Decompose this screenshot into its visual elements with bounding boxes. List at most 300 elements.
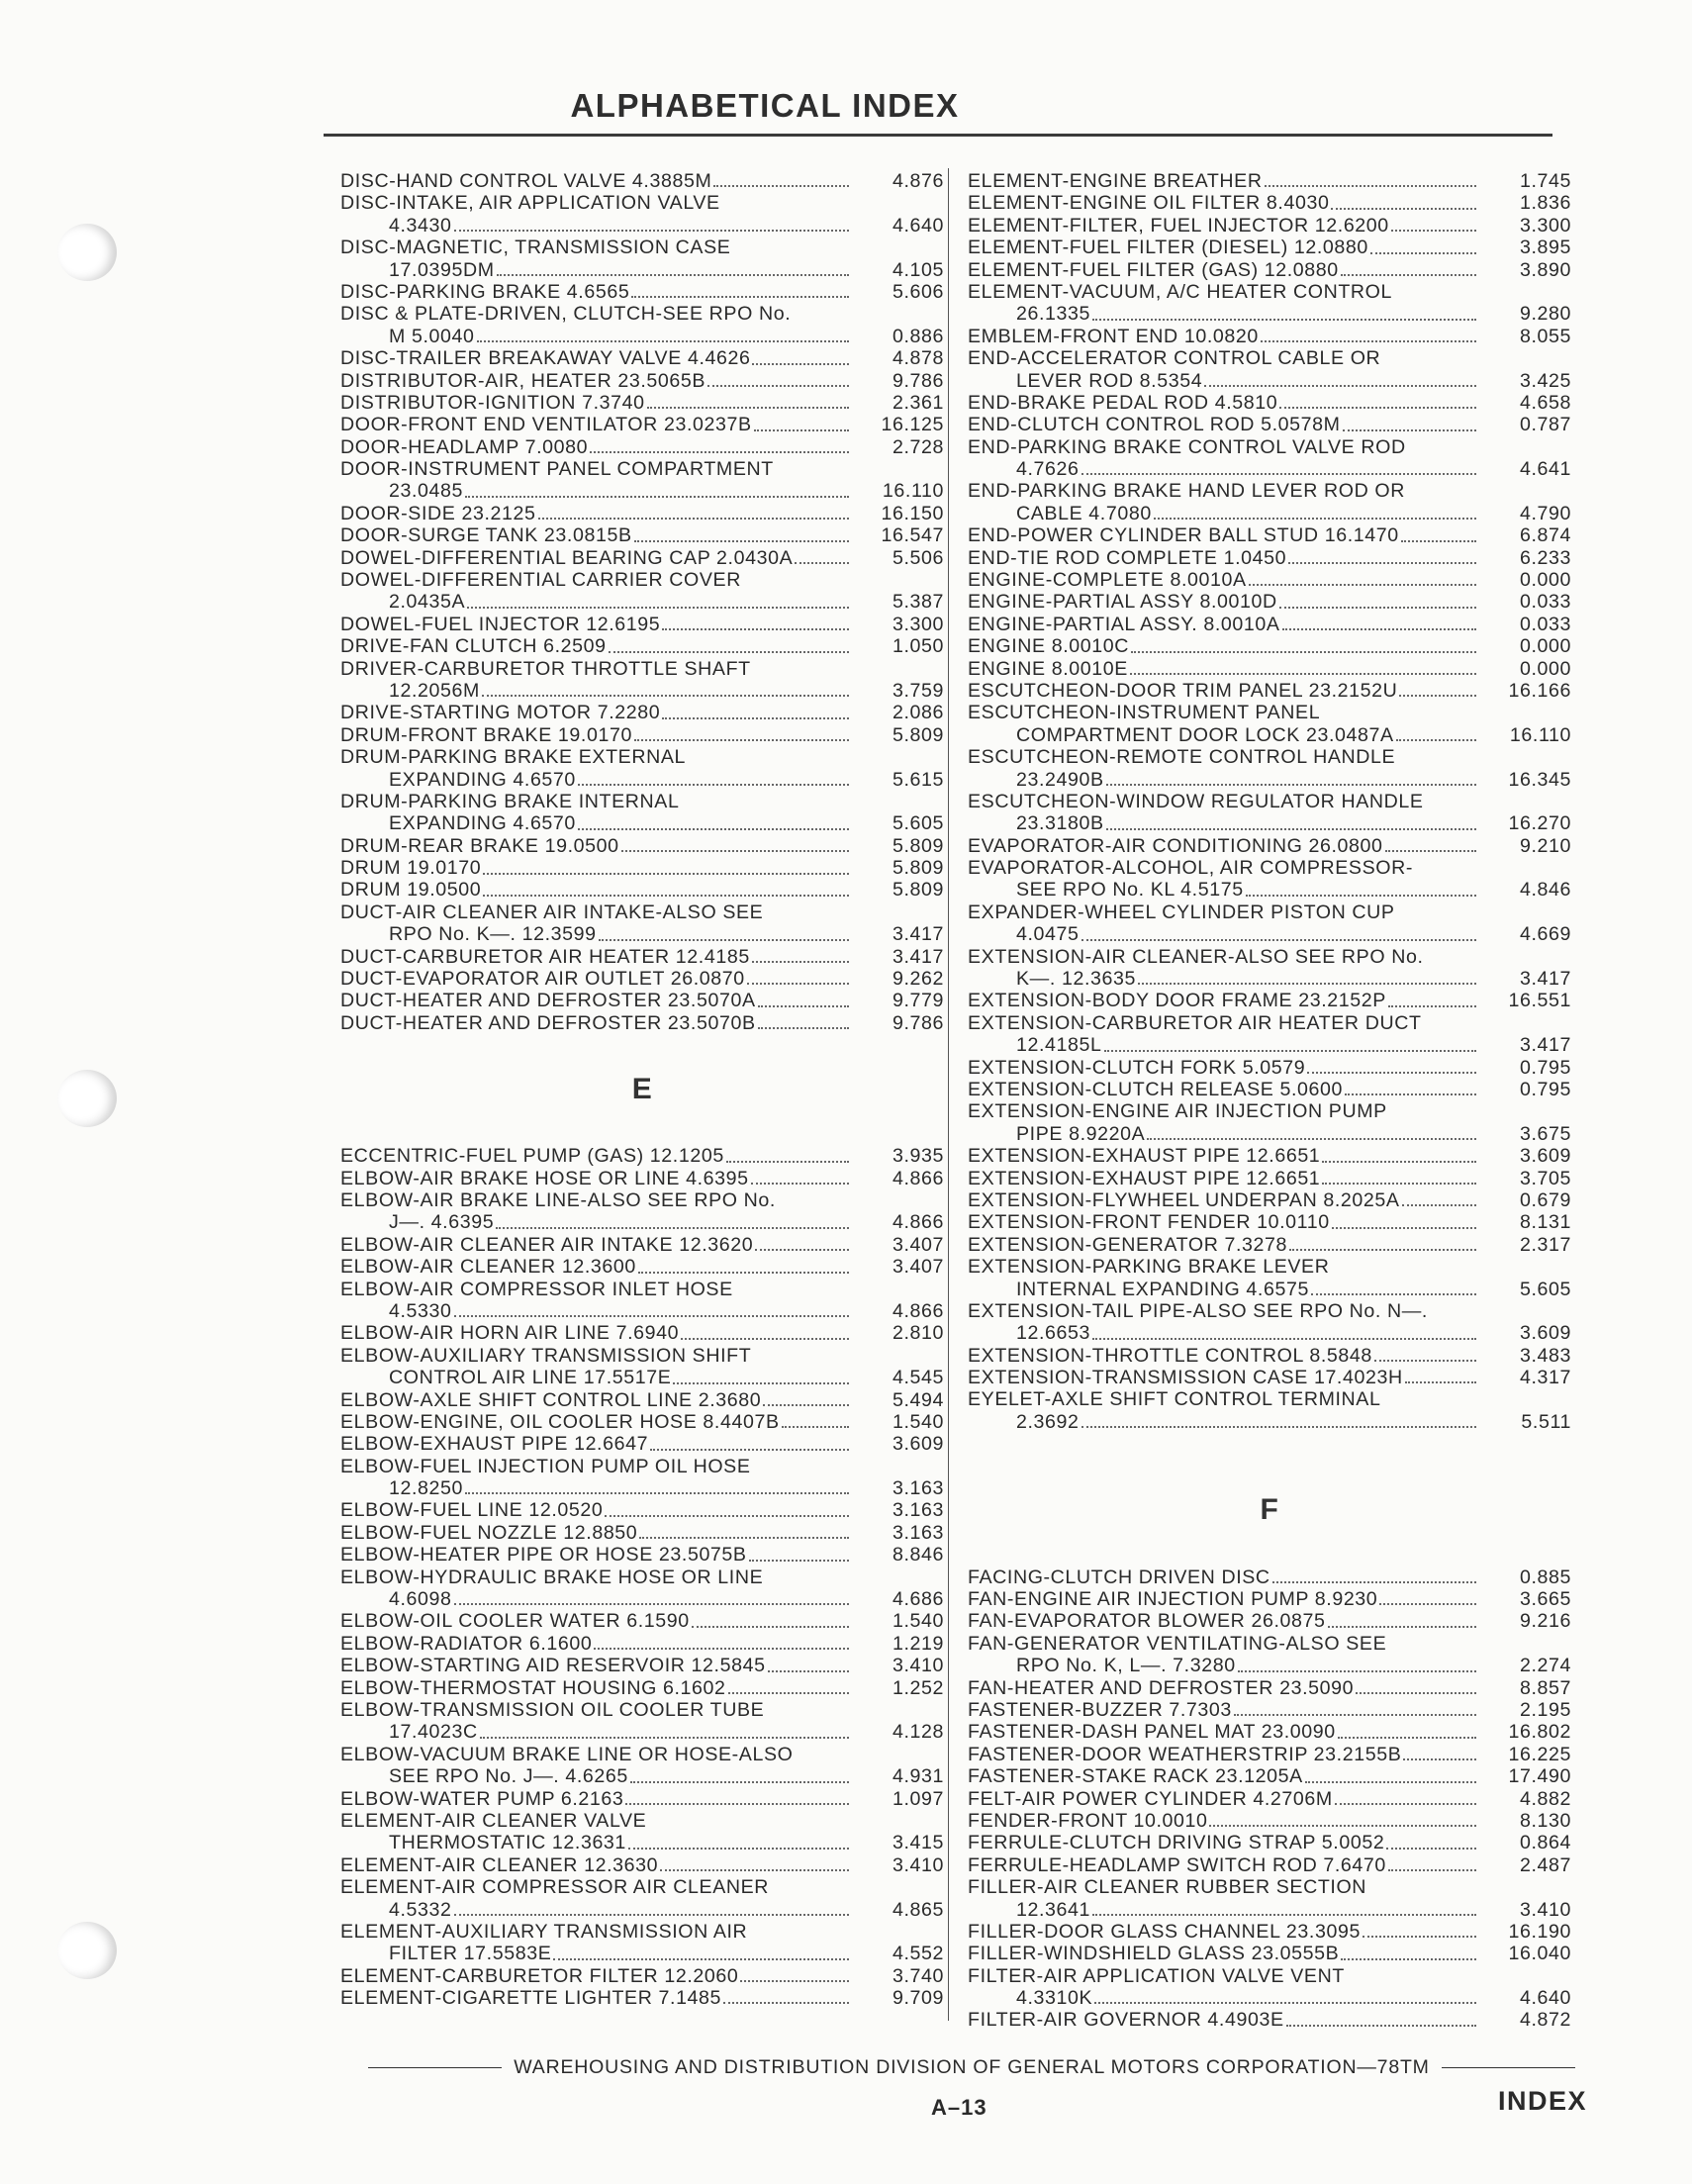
- index-entry-heading: [340, 569, 944, 591]
- index-entry: [340, 1610, 944, 1632]
- entry-name: FASTENER-DASH PANEL MAT 23.0090: [968, 1721, 1336, 1744]
- index-entry: [340, 347, 944, 369]
- entry-name: FASTENER-BUZZER 7.7303: [968, 1698, 1232, 1721]
- entry-page-ref: 3.740: [892, 1964, 944, 1987]
- index-entry: [968, 635, 1571, 657]
- dot-leader: [578, 828, 849, 830]
- entry-name: CABLE 4.7080: [1016, 502, 1152, 524]
- index-entry: [340, 614, 944, 635]
- entry-name: PIPE 8.9220A: [1016, 1122, 1146, 1145]
- entry-page-ref: 6.233: [1519, 546, 1571, 569]
- index-entry: [968, 1655, 1571, 1676]
- entry-name: END-TIE ROD COMPLETE 1.0450: [968, 546, 1287, 569]
- index-entry-heading: [968, 1388, 1571, 1410]
- entry-name: 23.0485: [389, 480, 464, 503]
- dot-leader: [480, 1737, 849, 1739]
- entry-page-ref: 3.759: [892, 679, 944, 702]
- dot-leader: [1343, 429, 1476, 431]
- entry-page-ref: 0.000: [1519, 635, 1571, 658]
- index-entry: [968, 835, 1571, 857]
- entry-name: ELEMENT-AIR CLEANER 12.3630: [340, 1853, 659, 1876]
- entry-name: ELEMENT-CIGARETTE LIGHTER 7.1485: [340, 1987, 722, 2010]
- index-entry: [340, 326, 944, 347]
- dot-leader: [1130, 673, 1476, 675]
- entry-name: FENDER-FRONT 10.0010: [968, 1809, 1208, 1832]
- index-entry: [340, 1522, 944, 1544]
- index-entry-heading: [968, 1100, 1571, 1122]
- entry-name: EXTENSION-EXHAUST PIPE 12.6651: [968, 1145, 1321, 1168]
- entry-name: 12.4185L: [1016, 1034, 1102, 1057]
- dot-leader: [749, 1560, 849, 1562]
- entry-name: EXTENSION-GENERATOR 7.3278: [968, 1233, 1288, 1256]
- index-entry-heading: [340, 1456, 944, 1477]
- entry-name: DOWEL-DIFFERENTIAL CARRIER COVER: [340, 569, 741, 592]
- entry-name: 4.5330: [389, 1299, 452, 1322]
- index-entry: [968, 569, 1571, 591]
- dot-leader: [454, 1914, 849, 1916]
- entry-name: ELBOW-AIR BRAKE LINE-ALSO SEE RPO No.: [340, 1189, 776, 1211]
- index-entry-heading: [340, 192, 944, 214]
- entry-name: DRUM 19.0170: [340, 857, 482, 880]
- index-entry-heading: [340, 237, 944, 258]
- dot-leader: [752, 363, 849, 365]
- entry-page-ref: 3.705: [1519, 1167, 1571, 1189]
- entry-page-ref: 9.786: [892, 1011, 944, 1034]
- index-entry: [968, 1788, 1571, 1810]
- dot-leader: [662, 628, 849, 630]
- dot-leader: [1279, 407, 1476, 409]
- dot-leader: [1311, 1293, 1476, 1295]
- dot-leader: [1391, 230, 1476, 232]
- dot-leader: [1147, 1138, 1476, 1140]
- binder-hole-top: [57, 224, 117, 281]
- index-entry: [968, 458, 1571, 480]
- dot-leader: [740, 1980, 849, 1982]
- index-entry: [968, 392, 1571, 414]
- spacer: [968, 1433, 1571, 1455]
- entry-name: ELBOW-VACUUM BRAKE LINE OR HOSE-ALSO: [340, 1743, 794, 1765]
- dot-leader: [621, 850, 849, 852]
- index-entry: [340, 1145, 944, 1167]
- entry-name: EXTENSION-CLUTCH RELEASE 5.0600: [968, 1079, 1344, 1100]
- entry-name: INTERNAL EXPANDING 4.6575: [1016, 1278, 1309, 1300]
- entry-page-ref: 3.407: [892, 1256, 944, 1279]
- entry-page-ref: 4.552: [892, 1943, 944, 1965]
- entry-page-ref: 9.779: [892, 990, 944, 1012]
- footer-rule-left: [368, 2067, 502, 2068]
- entry-page-ref: 1.836: [1519, 192, 1571, 215]
- index-entry: [340, 769, 944, 791]
- dot-leader: [599, 939, 849, 941]
- dot-leader: [1363, 1936, 1476, 1938]
- dot-leader: [1403, 1758, 1476, 1760]
- entry-name: FILTER-AIR APPLICATION VALVE VENT: [968, 1964, 1345, 1987]
- entry-name: ELEMENT-CARBURETOR FILTER 12.2060: [340, 1964, 739, 1987]
- entry-page-ref: 9.709: [892, 1987, 944, 2010]
- dot-leader: [1341, 274, 1476, 276]
- entry-name: DISC-PARKING BRAKE 4.6565: [340, 280, 630, 303]
- entry-page-ref: 4.640: [892, 214, 944, 237]
- index-entry: [340, 414, 944, 435]
- entry-page-ref: 0.000: [1519, 657, 1571, 680]
- entry-page-ref: 3.417: [892, 923, 944, 946]
- index-entry-heading: [968, 746, 1571, 768]
- entry-name: K—. 12.3635: [1016, 968, 1136, 991]
- entry-name: ELBOW-AIR BRAKE HOSE OR LINE 4.6395: [340, 1167, 749, 1189]
- entry-page-ref: 3.300: [1519, 214, 1571, 237]
- entry-name: 17.0395DM: [389, 258, 495, 281]
- entry-name: EXTENSION-THROTTLE CONTROL 8.5848: [968, 1344, 1372, 1367]
- index-entry-heading: [340, 1876, 944, 1898]
- entry-page-ref: 2.361: [892, 391, 944, 414]
- dot-leader: [1396, 739, 1476, 741]
- entry-page-ref: 8.846: [892, 1544, 944, 1567]
- index-entry-heading: [968, 1965, 1571, 1987]
- entry-page-ref: 4.128: [892, 1721, 944, 1744]
- entry-name: EXPANDING 4.6570: [389, 812, 576, 835]
- dot-leader: [747, 983, 849, 985]
- index-entry-heading: [340, 1699, 944, 1721]
- dot-leader: [754, 429, 849, 431]
- index-entry: [340, 923, 944, 945]
- entry-name: 17.4023C: [389, 1721, 478, 1744]
- entry-name: EVAPORATOR-AIR CONDITIONING 26.0800: [968, 834, 1383, 857]
- index-entry: [340, 591, 944, 613]
- entry-name: DRUM-FRONT BRAKE 19.0170: [340, 723, 632, 746]
- index-entry: [340, 524, 944, 546]
- entry-name: ELEMENT-FUEL FILTER (GAS) 12.0880: [968, 258, 1339, 281]
- entry-name: DISTRIBUTOR-AIR, HEATER 23.5065B: [340, 369, 706, 392]
- index-entry-heading: [968, 857, 1571, 879]
- entry-name: FILLER-WINDSHIELD GLASS 23.0555B: [968, 1943, 1340, 1965]
- entry-page-ref: 1.540: [892, 1410, 944, 1433]
- dot-leader: [795, 562, 849, 564]
- dot-leader: [590, 451, 849, 453]
- entry-name: ELBOW-THERMOSTAT HOUSING 6.1602: [340, 1676, 726, 1699]
- index-entry: [968, 1987, 1571, 2009]
- entry-name: DRUM 19.0500: [340, 879, 482, 902]
- footer: [368, 2056, 1575, 2079]
- index-entry-heading: [340, 458, 944, 480]
- entry-name: DRIVER-CARBURETOR THROTTLE SHAFT: [340, 657, 751, 680]
- entry-name: END-CLUTCH CONTROL ROD 5.0578M: [968, 414, 1341, 436]
- index-entry: [340, 1854, 944, 1876]
- entry-page-ref: 2.086: [892, 702, 944, 724]
- index-entry: [968, 812, 1571, 834]
- entry-name: ELBOW-AIR COMPRESSOR INLET HOSE: [340, 1278, 733, 1300]
- entry-name: M 5.0040: [389, 325, 475, 347]
- dot-leader: [1106, 784, 1476, 786]
- dot-leader: [1138, 983, 1476, 985]
- entry-page-ref: 3.163: [892, 1521, 944, 1544]
- dot-leader: [634, 739, 849, 741]
- entry-page-ref: 16.125: [881, 414, 944, 436]
- entry-name: FILTER-AIR GOVERNOR 4.4903E: [968, 2009, 1284, 2032]
- dot-leader: [553, 1958, 849, 1960]
- entry-name: DUCT-EVAPORATOR AIR OUTLET 26.0870: [340, 968, 745, 991]
- entry-name: ELEMENT-FILTER, FUEL INJECTOR 12.6200: [968, 214, 1389, 237]
- dot-leader: [496, 1227, 849, 1229]
- index-entry-heading: [968, 1012, 1571, 1034]
- entry-name: EXTENSION-TRANSMISSION CASE 17.4023H: [968, 1367, 1403, 1389]
- index-entry: [340, 1411, 944, 1433]
- entry-name: ELEMENT-AIR CLEANER VALVE: [340, 1809, 647, 1832]
- entry-page-ref: 4.872: [1519, 2009, 1571, 2032]
- entry-page-ref: 1.540: [892, 1610, 944, 1633]
- index-entry-heading: [968, 1256, 1571, 1278]
- entry-page-ref: 1.219: [892, 1632, 944, 1655]
- entry-name: ELBOW-ENGINE, OIL COOLER HOSE 8.4407B: [340, 1410, 780, 1433]
- index-entry: [968, 215, 1571, 237]
- dot-leader: [454, 1315, 849, 1317]
- dot-leader: [454, 1603, 849, 1605]
- index-entry: [340, 702, 944, 723]
- entry-name: RPO No. K—. 12.3599: [389, 923, 597, 946]
- entry-page-ref: 16.225: [1508, 1743, 1571, 1765]
- entry-name: DUCT-HEATER AND DEFROSTER 23.5070A: [340, 990, 756, 1012]
- index-entry: [340, 259, 944, 281]
- dot-leader: [483, 873, 849, 875]
- entry-name: FELT-AIR POWER CYLINDER 4.2706M: [968, 1787, 1333, 1810]
- entry-page-ref: 5.809: [892, 834, 944, 857]
- dot-leader: [1338, 1737, 1476, 1739]
- entry-name: ELBOW-HYDRAULIC BRAKE HOSE OR LINE: [340, 1566, 764, 1588]
- index-entry: [340, 724, 944, 746]
- entry-name: ELBOW-FUEL INJECTION PUMP OIL HOSE: [340, 1455, 751, 1477]
- page-number: A–13: [931, 2095, 987, 2120]
- entry-name: ELBOW-WATER PUMP 6.2163: [340, 1787, 624, 1810]
- index-entry-heading: [340, 1810, 944, 1832]
- entry-page-ref: 5.809: [892, 857, 944, 880]
- index-entry: [968, 1610, 1571, 1632]
- dot-leader: [634, 540, 849, 542]
- index-entry: [968, 1921, 1571, 1943]
- entry-page-ref: 16.150: [881, 502, 944, 524]
- entry-page-ref: 4.866: [892, 1211, 944, 1234]
- index-entry: [340, 1234, 944, 1256]
- entry-name: ESCUTCHEON-WINDOW REGULATOR HANDLE: [968, 790, 1424, 812]
- entry-name: SEE RPO No. KL 4.5175: [1016, 879, 1244, 902]
- dot-leader: [594, 1648, 849, 1650]
- entry-name: EXTENSION-EXHAUST PIPE 12.6651: [968, 1167, 1321, 1189]
- right-column: [968, 170, 1571, 2032]
- index-entry: [340, 1633, 944, 1655]
- index-entry: [968, 1034, 1571, 1056]
- index-entry: [968, 1677, 1571, 1699]
- index-entry: [968, 1588, 1571, 1610]
- dot-leader: [578, 784, 849, 786]
- entry-page-ref: 3.609: [892, 1433, 944, 1456]
- index-entry: [340, 635, 944, 657]
- dot-leader: [1322, 1161, 1476, 1163]
- index-entry: [340, 1256, 944, 1278]
- entry-page-ref: 3.410: [1519, 1898, 1571, 1921]
- binder-hole-bottom: [57, 1922, 117, 1979]
- entry-page-ref: 16.190: [1508, 1920, 1571, 1943]
- entry-page-ref: 0.033: [1519, 591, 1571, 614]
- entry-name: SEE RPO No. J—. 4.6265: [389, 1765, 628, 1788]
- entry-page-ref: 5.605: [892, 812, 944, 835]
- entry-page-ref: 9.280: [1519, 303, 1571, 326]
- index-entry: [340, 1300, 944, 1322]
- dot-leader: [1094, 2002, 1476, 2004]
- index-entry-heading: [968, 902, 1571, 923]
- index-entry: [340, 392, 944, 414]
- dot-leader: [454, 230, 849, 232]
- dot-leader: [1402, 1204, 1476, 1206]
- entry-page-ref: 3.935: [892, 1145, 944, 1168]
- entry-name: DOOR-FRONT END VENTILATOR 23.0237B: [340, 414, 752, 436]
- entry-name: FILTER 17.5583E: [389, 1943, 552, 1965]
- index-entry: [340, 680, 944, 702]
- index-entry: [340, 1544, 944, 1566]
- dot-leader: [1328, 1626, 1477, 1628]
- entry-page-ref: 0.885: [1519, 1566, 1571, 1588]
- index-entry: [968, 1168, 1571, 1189]
- dot-leader: [1341, 1958, 1476, 1960]
- entry-name: EXPANDING 4.6570: [389, 768, 576, 791]
- entry-name: ELBOW-RADIATOR 6.1600: [340, 1632, 593, 1655]
- index-entry-heading: [340, 746, 944, 768]
- entry-name: FASTENER-DOOR WEATHERSTRIP 23.2155B: [968, 1743, 1402, 1765]
- index-entry: [968, 192, 1571, 214]
- index-entry: [340, 968, 944, 990]
- index-entry-heading: [340, 1345, 944, 1367]
- entry-page-ref: 3.300: [892, 613, 944, 635]
- dot-leader: [1234, 1714, 1476, 1716]
- index-entry: [340, 1322, 944, 1344]
- entry-name: EXPANDER-WHEEL CYLINDER PISTON CUP: [968, 901, 1395, 923]
- entry-page-ref: 4.878: [892, 347, 944, 370]
- dot-leader: [631, 296, 849, 298]
- entry-name: LEVER ROD 8.5354: [1016, 369, 1203, 392]
- entry-page-ref: 5.494: [892, 1388, 944, 1411]
- entry-page-ref: 8.857: [1519, 1676, 1571, 1699]
- entry-name: EXTENSION-ENGINE AIR INJECTION PUMP: [968, 1100, 1387, 1123]
- index-entry: [340, 1965, 944, 1987]
- entry-name: ELEMENT-ENGINE BREATHER: [968, 169, 1263, 192]
- entry-page-ref: 9.210: [1519, 834, 1571, 857]
- entry-name: ENGINE 8.0010C: [968, 635, 1130, 658]
- index-entry: [968, 2009, 1571, 2031]
- footer-text: WAREHOUSING AND DISTRIBUTION DIVISION OF GENERAL MOTORS CORPORATION—78TM: [514, 2056, 1430, 2078]
- dot-leader: [752, 961, 849, 963]
- entry-page-ref: 4.640: [1519, 1987, 1571, 2010]
- entry-name: ESCUTCHEON-INSTRUMENT PANEL: [968, 702, 1321, 724]
- dot-leader: [1081, 939, 1476, 941]
- dot-leader: [1092, 319, 1476, 321]
- entry-page-ref: 0.795: [1519, 1056, 1571, 1079]
- dot-leader: [755, 1249, 849, 1251]
- entry-name: 23.3180B: [1016, 812, 1104, 835]
- dot-leader: [482, 695, 849, 697]
- dot-leader: [1081, 473, 1476, 475]
- left-column: [340, 170, 944, 2009]
- dot-leader: [751, 1183, 849, 1185]
- dot-leader: [1209, 1825, 1476, 1827]
- dot-leader: [1272, 1581, 1476, 1583]
- index-entry: [340, 1367, 944, 1388]
- dot-leader: [660, 1869, 849, 1871]
- entry-page-ref: 3.415: [892, 1832, 944, 1854]
- entry-name: 4.3310K: [1016, 1987, 1093, 2010]
- entry-page-ref: 8.130: [1519, 1809, 1571, 1832]
- section-label: INDEX: [1498, 2086, 1588, 2116]
- index-entry: [340, 1677, 944, 1699]
- index-entry: [968, 1810, 1571, 1832]
- dot-leader: [763, 1404, 849, 1406]
- index-entry: [340, 170, 944, 192]
- dot-leader: [609, 651, 849, 653]
- entry-name: DISC-MAGNETIC, TRANSMISSION CASE: [340, 237, 731, 259]
- footer-rule-right: [1442, 2067, 1575, 2068]
- index-entry: [968, 414, 1571, 435]
- entry-name: DOOR-INSTRUMENT PANEL COMPARTMENT: [340, 458, 774, 481]
- dot-leader: [465, 496, 849, 498]
- entry-page-ref: 4.865: [892, 1898, 944, 1921]
- index-entry: [968, 524, 1571, 546]
- index-entry: [968, 170, 1571, 192]
- dot-leader: [497, 274, 849, 276]
- index-entry: [968, 1057, 1571, 1079]
- index-entry: [340, 1987, 944, 2009]
- entry-name: FACING-CLUTCH DRIVEN DISC: [968, 1566, 1270, 1588]
- index-entry: [968, 1079, 1571, 1100]
- index-entry: [340, 1168, 944, 1189]
- index-entry: [968, 658, 1571, 680]
- entry-name: J—. 4.6395: [389, 1211, 495, 1234]
- index-entry: [340, 1655, 944, 1676]
- entry-name: ELEMENT-AIR COMPRESSOR AIR CLEANER: [340, 1876, 770, 1899]
- entry-page-ref: 1.050: [892, 635, 944, 658]
- index-entry: [968, 1322, 1571, 1344]
- entry-name: ELEMENT-ENGINE OIL FILTER 8.4030: [968, 192, 1330, 215]
- entry-name: DOOR-HEADLAMP 7.0080: [340, 435, 589, 458]
- index-entry: [968, 326, 1571, 347]
- index-entry-heading: [968, 1300, 1571, 1322]
- entry-page-ref: 0.787: [1519, 414, 1571, 436]
- entry-name: ECCENTRIC-FUEL PUMP (GAS) 12.1205: [340, 1145, 724, 1168]
- dot-leader: [673, 1382, 849, 1384]
- entry-page-ref: 0.886: [892, 325, 944, 347]
- index-entry: [968, 1367, 1571, 1388]
- entry-page-ref: 0.795: [1519, 1079, 1571, 1100]
- dot-leader: [1345, 1093, 1476, 1095]
- index-entry: [968, 1234, 1571, 1256]
- entry-page-ref: 3.417: [892, 945, 944, 968]
- entry-name: ENGINE-PARTIAL ASSY. 8.0010A: [968, 613, 1280, 635]
- entry-page-ref: 5.511: [1521, 1410, 1571, 1433]
- dot-leader: [1305, 1781, 1476, 1783]
- dot-leader: [1286, 2025, 1476, 2027]
- dot-leader: [1106, 828, 1476, 830]
- entry-name: DRIVE-FAN CLUTCH 6.2509: [340, 635, 607, 658]
- index-entry-heading: [968, 347, 1571, 369]
- entry-page-ref: 2.195: [1519, 1698, 1571, 1721]
- entry-page-ref: 16.166: [1508, 679, 1571, 702]
- dot-leader: [638, 1272, 849, 1274]
- index-entry: [968, 1854, 1571, 1876]
- entry-name: DOOR-SURGE TANK 23.0815B: [340, 524, 632, 547]
- index-entry: [968, 259, 1571, 281]
- index-entry-heading: [340, 1189, 944, 1211]
- entry-name: 12.8250: [389, 1477, 464, 1500]
- entry-page-ref: 8.131: [1519, 1211, 1571, 1234]
- entry-name: DISC-HAND CONTROL VALVE 4.3885M: [340, 169, 712, 192]
- entry-page-ref: 3.417: [1519, 968, 1571, 991]
- entry-page-ref: 16.802: [1508, 1721, 1571, 1744]
- index-entry: [968, 769, 1571, 791]
